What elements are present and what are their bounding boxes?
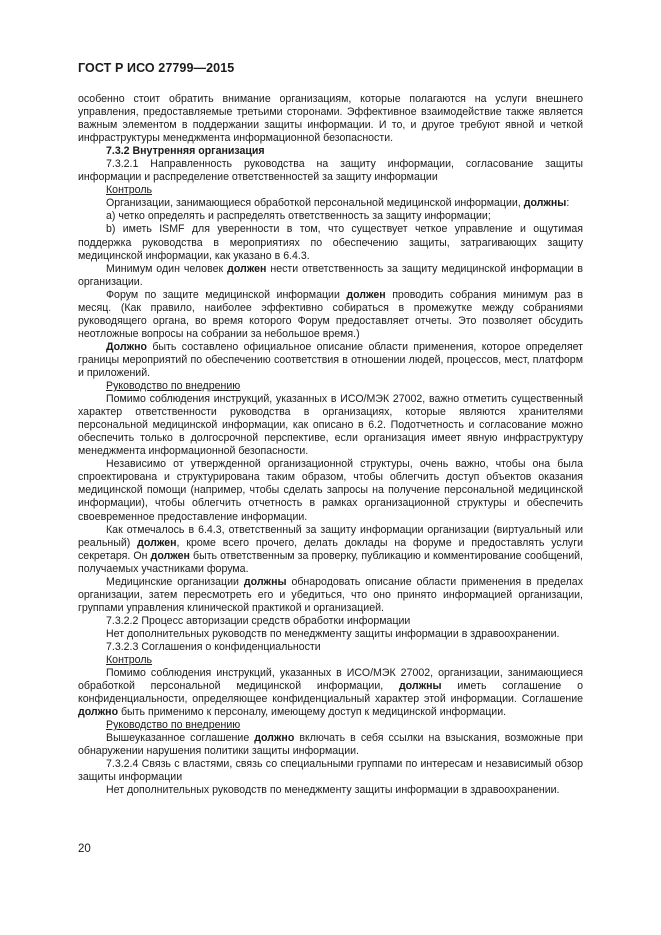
text-run: 7.3.2.3 Соглашения о конфиденциальности xyxy=(106,640,321,653)
text-run: Вышеуказанное соглашение xyxy=(106,732,255,745)
paragraph xyxy=(78,223,583,262)
paragraph xyxy=(78,628,583,641)
underlined-heading: Руководство по внедрению xyxy=(106,380,241,393)
text-run: Нет дополнительных руководств по менеджменту защиты информации в здравоохранении. xyxy=(106,627,560,640)
document-body xyxy=(78,93,583,798)
paragraph xyxy=(78,263,583,289)
text-run: Помимо соблюдения инструкций, указанных в ИСО/МЭК 27002, важно отметить существенный характер ответственности руководства в организациях, которые являются хранителями персональной медицинской информации, как описано в 6.2. Подотчетность и согласование можно обеспечить только в долгосрочной перспективе, если организация имеет явную инфраструктуру менеджмента информационной безопасности. xyxy=(78,393,583,458)
bold-text: должен xyxy=(150,549,190,562)
paragraph xyxy=(78,380,583,393)
text-run: 7.3.2.2 Процесс авторизации средств обработки информации xyxy=(106,614,411,627)
bold-text: должен xyxy=(227,262,267,275)
text-run: 7.3.2.1 Направленность руководства на защиту информации, согласование защиты информации и распределение ответственностей за защиту информации xyxy=(78,158,583,184)
paragraph xyxy=(78,719,583,732)
bold-text: должно xyxy=(78,706,119,719)
text-run: быть применимо к персоналу, имеющему доступ к медицинской информации. xyxy=(118,706,507,719)
bold-text: должны xyxy=(523,197,567,210)
paragraph xyxy=(78,145,583,158)
underlined-heading: Контроль xyxy=(106,184,153,197)
paragraph xyxy=(78,784,583,797)
underlined-heading: Руководство по внедрению xyxy=(106,719,241,732)
text-run: Как отмечалось в 6.4.3, ответственный за защиту информации организации (виртуальный или реальный) xyxy=(78,523,583,549)
bold-text: должны xyxy=(243,575,287,588)
paragraph xyxy=(78,341,583,380)
text-run: b) иметь ISMF для уверенности в том, что существует четкое управление и ощутимая поддержка руководства в мероприятиях по обеспечению защиты, затрагивающих защиту медицинской информации, как указано в 6.4.3. xyxy=(78,223,583,262)
text-run: Форум по защите медицинской информации xyxy=(106,288,347,301)
text-run: включать в себя ссылки на взыскания, возможные при обнаружении нарушения политики защиты информации. xyxy=(78,732,583,758)
text-run: нести ответственность за защиту медицинской информации в организации. xyxy=(78,262,584,288)
paragraph xyxy=(78,184,583,197)
underlined-heading: Контроль xyxy=(106,654,153,667)
paragraph xyxy=(78,93,583,145)
paragraph xyxy=(78,289,583,341)
text-run: быть ответственным за проверку, публикацию и комментирование сообщений, получаемых участниками форума. xyxy=(78,549,583,575)
text-run: a) четко определять и распределять ответственность за защиту информации; xyxy=(106,210,491,223)
paragraph xyxy=(78,758,583,784)
paragraph xyxy=(78,576,583,615)
text-run: быть составлено официальное описание области применения, которое определяет границы мероприятий по обеспечению соответствия в отношении людей, процессов, мест, платформ и приложений. xyxy=(78,340,583,379)
text-run: обнародовать описание области применения в пределах организации, затем пересмотреть его и убедиться, что оно принято информацией организации, группами управления клинической практикой и организацией. xyxy=(78,575,583,614)
paragraph xyxy=(78,732,583,758)
bold-text: Должно xyxy=(106,340,147,353)
paragraph xyxy=(78,641,583,654)
bold-text: должен xyxy=(137,536,177,549)
bold-text: 7.3.2 Внутренняя организация xyxy=(106,145,265,158)
text-run: Нет дополнительных руководств по менеджменту защиты информации в здравоохранении. xyxy=(106,784,560,797)
text-run: Медицинские организации xyxy=(106,575,244,588)
text-run: Помимо соблюдения инструкций, указанных в ИСО/МЭК 27002, организации, занимающиеся обработкой персональной медицинской информации, xyxy=(78,667,583,693)
bold-text: должны xyxy=(398,680,442,693)
paragraph xyxy=(78,615,583,628)
text-run: Организации, занимающиеся обработкой персональной медицинской информации, xyxy=(106,197,524,210)
text-run: Независимо от утвержденной организационной структуры, очень важно, чтобы она была спроектирована и структурирована таким образом, чтобы облегчить доступ объектов оказания медицинской помощи (например, чтобы сделать запросы на получение персональной медицинской информации), чтобы облегчить отчетность в рамках организационной структуры и обеспечить своевременное предоставление информации. xyxy=(78,458,583,523)
text-run: проводить собрания минимум раз в месяц. (Как правило, наиболее эффективно собираться в промежутке между собраниями руководящего органа, во время которого Форум предоставляет отчеты. Это позволяет обсудить неотложные вопросы на собрании за небольшое время.) xyxy=(78,288,583,340)
paragraph xyxy=(78,524,583,576)
text-run: особенно стоит обратить внимание организациям, которые полагаются на услуги внешнего управления, предоставляемые третьими сторонами. Эффективное взаимодействие также является важным элементом в поддержании защиты информации. И то, и другое требуют явной и четкой инфраструктуры менеджмента информационной безопасности. xyxy=(78,93,583,145)
paragraph xyxy=(78,667,583,719)
paragraph xyxy=(78,393,583,458)
document-header: ГОСТ Р ИСО 27799—2015 xyxy=(78,61,235,75)
bold-text: должен xyxy=(346,288,386,301)
page-number: 20 xyxy=(78,843,91,855)
paragraph xyxy=(78,210,583,223)
paragraph xyxy=(78,158,583,184)
paragraph xyxy=(78,458,583,523)
text-run: иметь соглашение о конфиденциальности, определяющее конфиденциальный характер этой информации. Соглашение xyxy=(78,680,583,706)
paragraph xyxy=(78,197,583,210)
text-run: Минимум один человек xyxy=(106,262,228,275)
text-run: , кроме всего прочего, делать доклады на форуме и предоставлять услуги секретаря. Он xyxy=(78,536,583,562)
bold-text: должно xyxy=(254,732,295,745)
text-run: : xyxy=(566,197,570,210)
text-run: 7.3.2.4 Связь с властями, связь со специальными группами по интересам и независимый обзор защиты информации xyxy=(78,758,583,784)
paragraph xyxy=(78,654,583,667)
